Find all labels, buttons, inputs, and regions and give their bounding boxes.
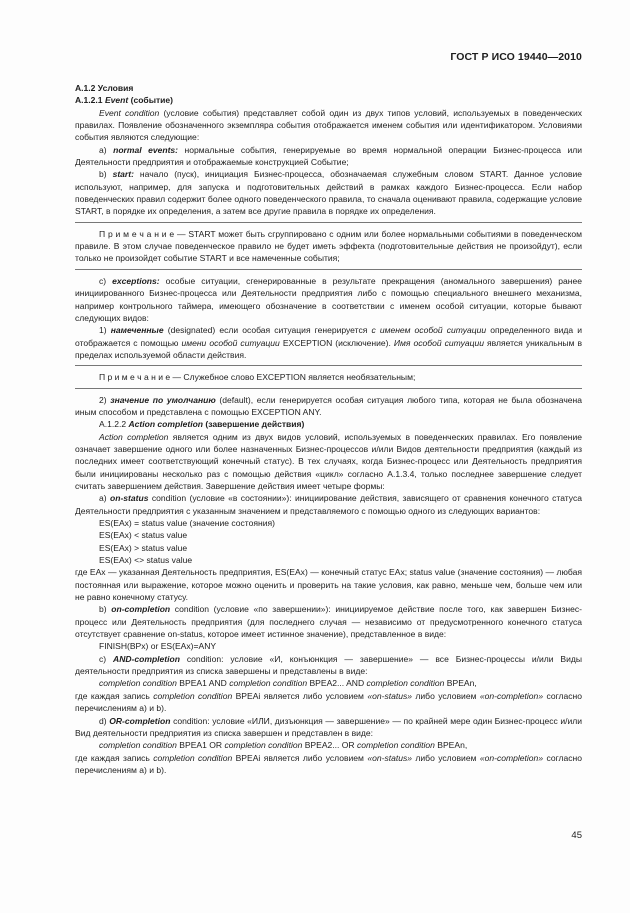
document-header: ГОСТ Р ИСО 19440—2010 [450, 51, 582, 63]
page-number: 45 [571, 830, 582, 841]
divider [75, 222, 582, 223]
divider [75, 388, 582, 389]
list-item-default: 2) значение по умолчанию (default), если генерируется особая ситуация любого типа, которая не была обозначена иным способом и представлена с помощью EXCEPTION ANY. [75, 394, 583, 417]
formula-finish: FINISH(BPx) or ES(EAx)=ANY [99, 641, 217, 652]
formula-and: completion condition BPEA1 AND completion condition BPEA2... AND completion condition BPEAn, [99, 678, 477, 689]
list-item-designated: 1) намеченные (designated) если особая ситуация генерируется с именем особой ситуации определенного вида и отображается с помощью имени особой ситуации EXCEPTION (исключение). Имя особой ситуации является уникальным в пределах используемой области действия. [75, 325, 583, 360]
form-and-completion: c) AND-completion condition: условие «И, конъюнкция — завершение» — все Бизнес-процессы и/или Виды деятельности предприятия из списка завершены и представлены в виде: [75, 653, 583, 677]
list-item-start: b) start: начало (пуск), инициация Бизнес-процесса, обозначаемая служебным словом START. Данное условие используют, например, для запуска и подготовительных действий в рамках каждого Бизнес-процесса. Если набор поведенческих правил содержит более одного поведенческого правила, то сначала оценивают правила, содержащие условие START, в порядке их определения, а затем все другие правила в порядке их определения. [75, 169, 583, 217]
form-or-completion: d) OR-completion condition: условие «ИЛИ, дизъюнкция — завершение» — по крайней мере один Бизнес-процесс и/или Вид деятельности предприятия из списка завершен и представлен в виде: [75, 715, 583, 738]
paragraph-action-completion: Action completion является одним из двух видов условий, используемых в поведенческих правилах. Его появление означает завершение одного или более назначенных Бизнес-процессов и/или Видов деятельности предприятия (каждый из последних имеет соответствующий конечный статус). В тех случаях, когда Бизнес-процесс или Деятельность предприятия были инициированы несколько раз с помощью действия «цикл» согласно A.1.3.4, только последнее завершение следует считать завершением действия. Завершение действия имеет четыре формы: [75, 431, 583, 491]
formula-line: ES(EAx) <> status value [99, 555, 193, 566]
note-exception: П р и м е ч а н и е — Служебное слово EXCEPTION является необязательным; [99, 372, 416, 383]
section-heading-a12: A.1.2 Условия [75, 83, 134, 93]
section-heading-a121: A.1.2.1 Event (событие) [75, 95, 174, 106]
document-body [75, 82, 582, 776]
paragraph-where-or: где каждая запись completion condition BPEAi является либо условием «on-status» либо условием «on-completion» согласно перечислениям a) и b). [75, 752, 583, 775]
formula-or: completion condition BPEA1 OR completion condition BPEA2... OR completion condition BPEAn, [99, 740, 468, 751]
section-heading-a122: A.1.2.2 Action completion (завершение действия) [99, 419, 305, 430]
formula-line: ES(EAx) > status value [99, 542, 188, 553]
paragraph-where-and: где каждая запись completion condition BPEAi является либо условием «on-status» либо условием «on-completion» согласно перечислениям a) и b). [75, 690, 583, 714]
list-item-normal-events: a) normal events: нормальные события, генерируемые во время нормальной операции Бизнес-процесса или Деятельности предприятия и отображаемые конструкцией Событие; [75, 144, 583, 168]
form-on-status: a) on-status condition (условие «в состоянии»): инициирование действия, зависящего от сравнения конечного статуса Деятельности предприятия с указанным значением и представляемого с помощью одного из следующих вариантов: [75, 493, 583, 516]
list-item-exceptions: c) exceptions: особые ситуации, сгенерированные в результате прекращения (аномального завершения) ранее инициированного Бизнес-процесса или Деятельности предприятия либо с помощью специального внешнего механизма, например контрольного таймера, имеющего обозначение в соответствии с именем особой ситуации, которые бывают следующих видов: [75, 275, 582, 323]
paragraph-event-condition: Event condition (условие события) представляет собой один из двух типов условий, используемых в поведенческих правилах. Появление обозначенного экземпляра события отображается именем события или идентификатором. Условиями события являются следующие: [75, 107, 582, 143]
form-on-completion: b) on-completion condition (условие «по завершении»): инициируемое действие после того, как завершен Бизнес-процесс или Деятельность предприятия (для последнего случая — независимо от предусмотренного конечного статуса отсутствует сравнение on-status, которое имеет истинное значение), представленное в виде: [75, 604, 583, 640]
formula-line: ES(EAx) = status value (значение состояния) [99, 518, 275, 528]
note-start: П р и м е ч а н и е — START может быть сгруппировано с одним или более нормальными событиями в поведенческом правиле. В этом случае поведенческое правило не будет иметь эффекта (подготовительные действия не произойдут), если только не произойдет событие START и все намеченные события; [75, 228, 582, 264]
formula-line: ES(EAx) < status value [99, 530, 188, 541]
paragraph-where-eax: где EAx — указанная Деятельность предприятия, ES(EAx) — конечный статус EAx; status value (значение состояния) — любая постоянная или выражение, которое можно оценить и проверить на такие условия, как равно, меньше чем, больше чем или не равно конечному статусу. [75, 567, 582, 603]
divider [75, 365, 582, 366]
divider [75, 269, 582, 270]
